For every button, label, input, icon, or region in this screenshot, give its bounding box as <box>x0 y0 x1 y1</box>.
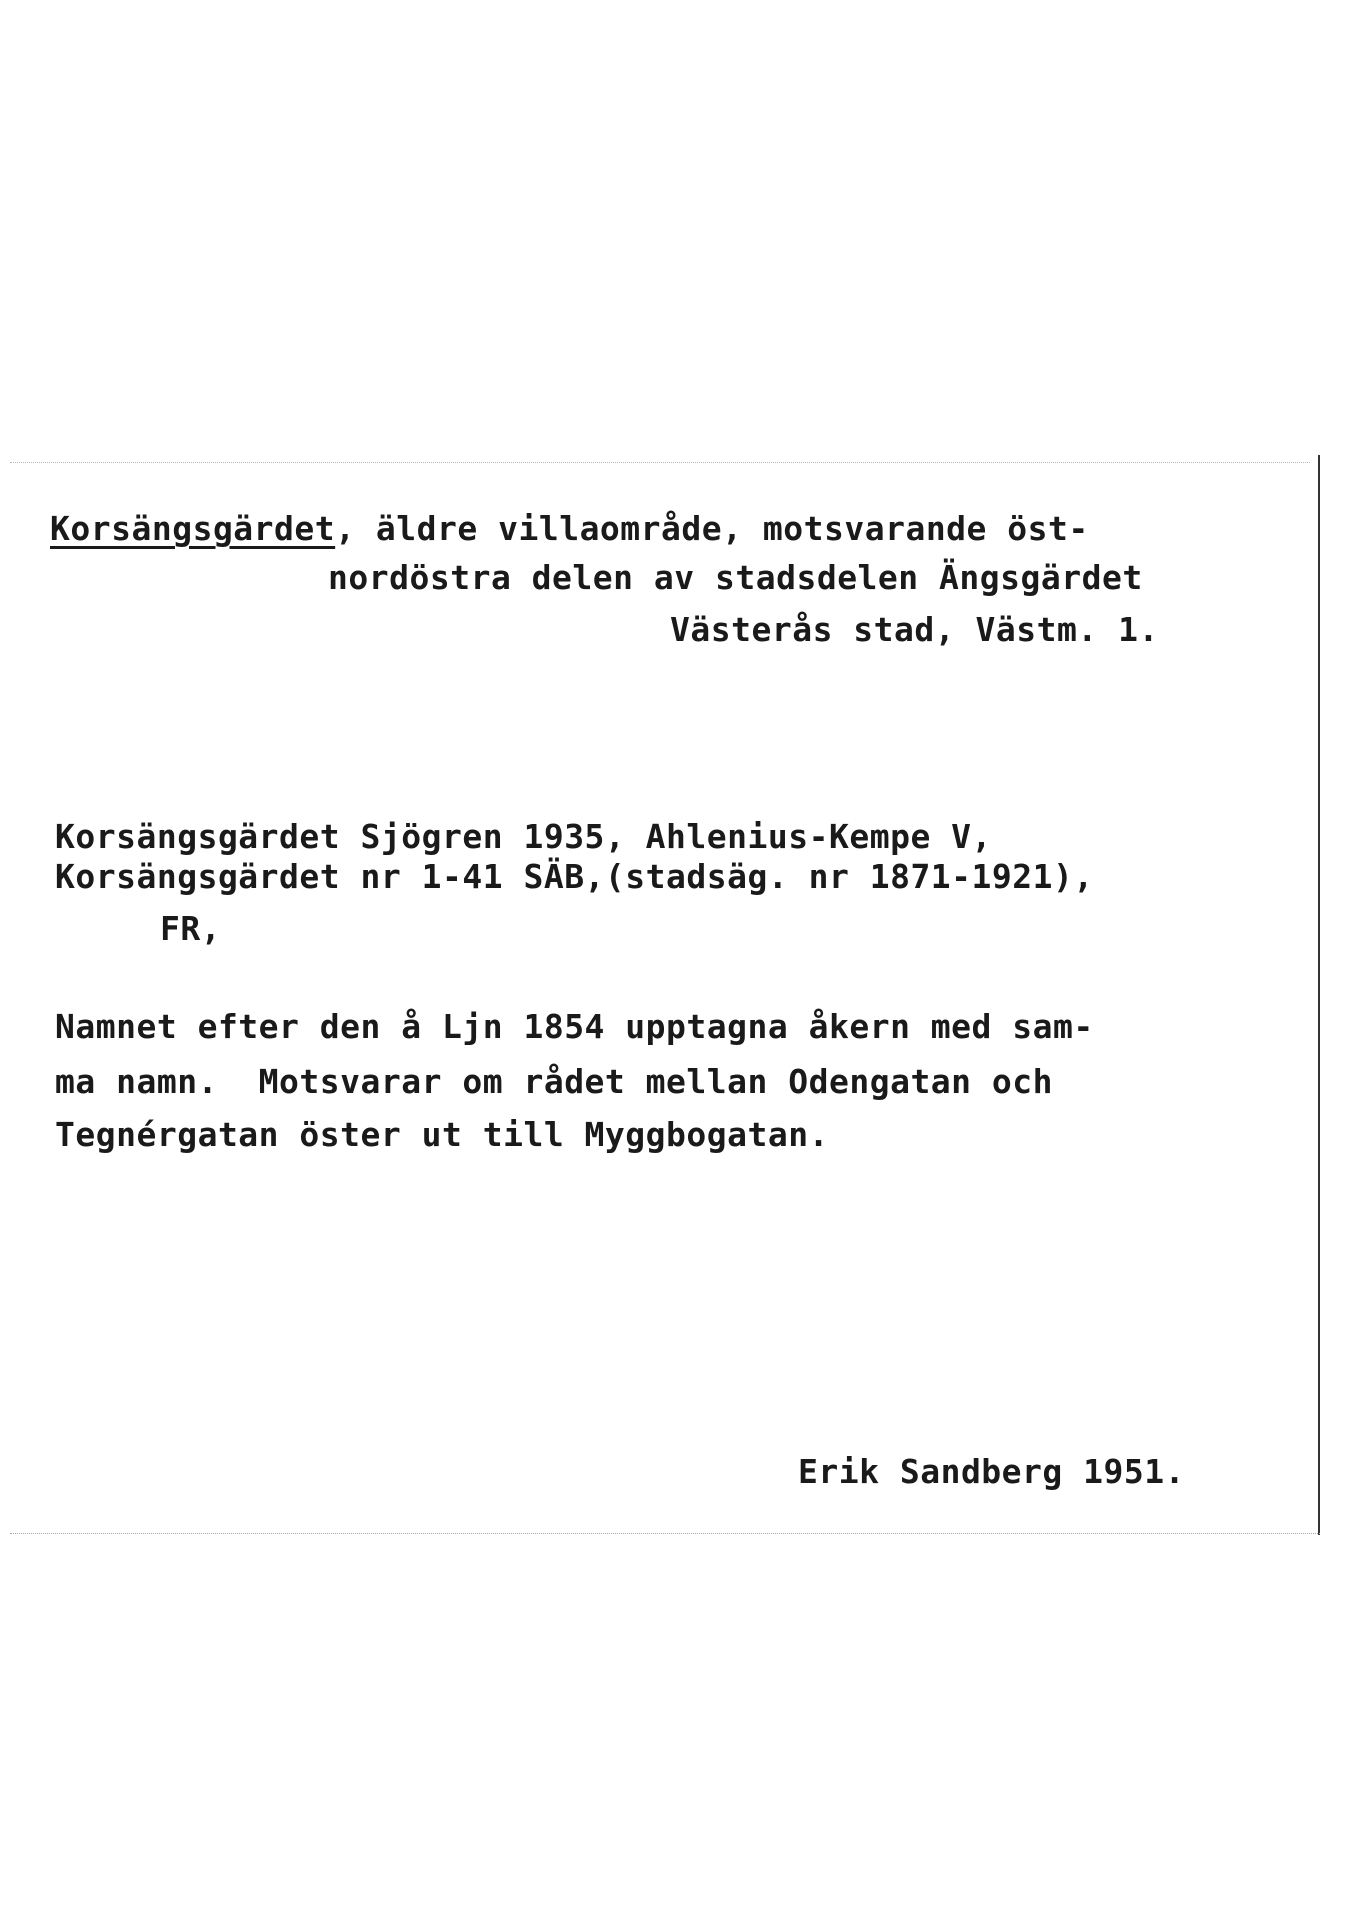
description-line-1: Namnet efter den å Ljn 1854 upptagna åkern med sam- <box>55 1007 1094 1046</box>
headword: Korsängsgärdet <box>50 509 336 548</box>
sources-line-1: Korsängsgärdet Sjögren 1935, Ahlenius-Kempe V, <box>55 817 992 856</box>
card-right-edge <box>1318 455 1320 1535</box>
sources-line-2: Korsängsgärdet nr 1-41 SÄB,(stadsäg. nr 1871-1921), <box>55 857 1094 896</box>
header-line-1-rest: , äldre villaområde, motsvarande öst- <box>335 509 1089 548</box>
card-top-edge <box>10 462 1310 463</box>
sources-line-3: FR, <box>160 909 222 948</box>
signature: Erik Sandberg 1951. <box>798 1452 1185 1491</box>
description-line-3: Tegnérgatan öster ut till Myggbogatan. <box>55 1115 829 1154</box>
card-bottom-edge <box>10 1533 1320 1534</box>
header-line-2: nordöstra delen av stadsdelen Ängsgärdet <box>328 558 1143 597</box>
description-line-2: ma namn. Motsvarar om rådet mellan Odengatan och <box>55 1062 1054 1101</box>
header-line-1 <box>50 509 1089 548</box>
header-line-3: Västerås stad, Västm. 1. <box>670 610 1159 649</box>
